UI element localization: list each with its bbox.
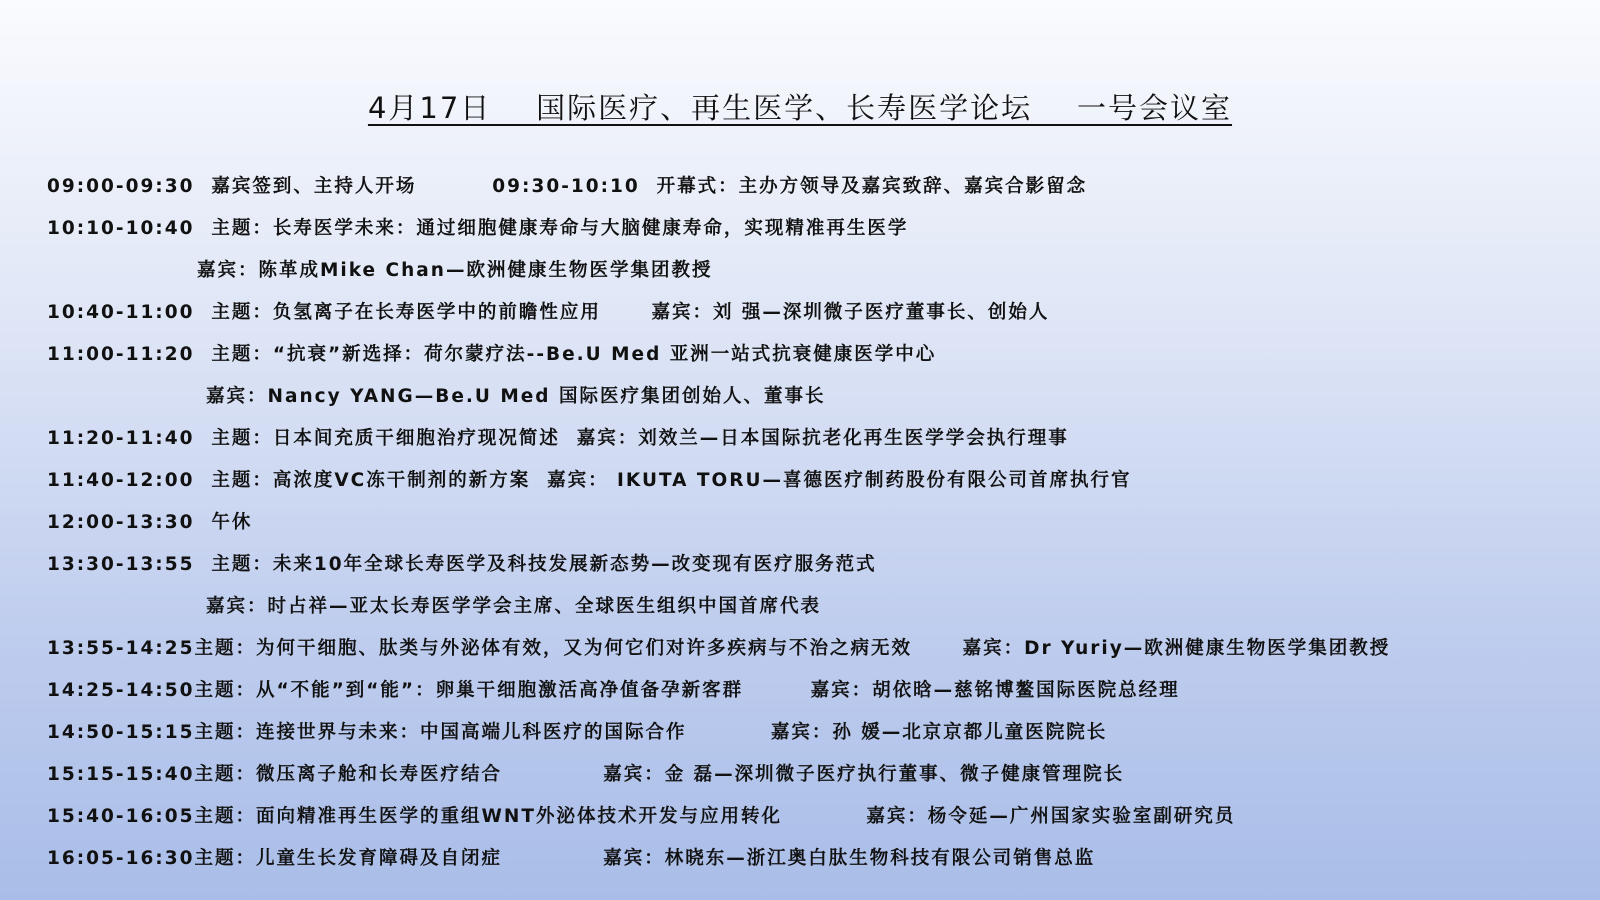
schedule-line: 嘉宾：陈革成Mike Chan—欧洲健康生物医学集团教授: [197, 260, 713, 281]
schedule-line: 09:00-09:30 嘉宾签到、主持人开场 09:30-10:10 开幕式：主办方领导及嘉宾致辞、嘉宾合影留念: [47, 176, 1088, 197]
schedule-line: 12:00-13:30 午休: [47, 512, 253, 533]
page-title-text: 4月17日 国际医疗、再生医学、长寿医学论坛 一号会议室: [367, 91, 1233, 125]
schedule-line: 13:55-14:25主题：为何干细胞、肽类与外泌体有效，又为何它们对许多疾病与不治之病无效 嘉宾：Dr Yuriy—欧洲健康生物医学集团教授: [47, 638, 1391, 659]
schedule-line: 15:40-16:05主题：面向精准再生医学的重组WNT外泌体技术开发与应用转化 嘉宾：杨令延—广州国家实验室副研究员: [47, 806, 1236, 827]
schedule-line: 15:15-15:40主题：微压离子舱和长寿医疗结合 嘉宾：金 磊—深圳微子医疗执行董事、微子健康管理院长: [47, 764, 1125, 785]
schedule-line: 10:40-11:00 主题：负氢离子在长寿医学中的前瞻性应用 嘉宾：刘 强—深圳微子医疗董事长、创始人: [47, 302, 1050, 323]
schedule-line: 14:50-15:15主题：连接世界与未来：中国高端儿科医疗的国际合作 嘉宾：孙 媛—北京京都儿童医院院长: [47, 722, 1108, 743]
schedule-line: 11:40-12:00 主题：高浓度VC冻干制剂的新方案 嘉宾： IKUTA TORU—喜德医疗制药股份有限公司首席执行官: [47, 470, 1132, 491]
schedule-line: 16:05-16:30主题：儿童生长发育障碍及自闭症 嘉宾：林晓东—浙江奥白肽生物科技有限公司销售总监: [47, 848, 1096, 869]
schedule-line: 13:30-13:55 主题：未来10年全球长寿医学及科技发展新态势—改变现有医疗服务范式: [47, 554, 877, 575]
schedule-line: 嘉宾：Nancy YANG—Be.U Med 国际医疗集团创始人、董事长: [206, 386, 826, 407]
schedule-line: 嘉宾：时占祥—亚太长寿医学学会主席、全球医生组织中国首席代表: [206, 596, 822, 617]
schedule-line: 11:00-11:20 主题：“抗衰”新选择：荷尔蒙疗法--Be.U Med 亚洲一站式抗衰健康医学中心: [47, 344, 937, 365]
schedule-line: 11:20-11:40 主题：日本间充质干细胞治疗现况简述 嘉宾：刘效兰—日本国际抗老化再生医学学会执行理事: [47, 428, 1069, 449]
schedule-line: 10:10-10:40 主题：长寿医学未来：通过细胞健康寿命与大脑健康寿命，实现精准再生医学: [47, 218, 909, 239]
schedule-line: 14:25-14:50主题：从“不能”到“能”：卵巢干细胞激活高净值备孕新客群 嘉宾：胡依晗—慈铭博鳌国际医院总经理: [47, 680, 1180, 701]
page-title: [0, 86, 1600, 127]
